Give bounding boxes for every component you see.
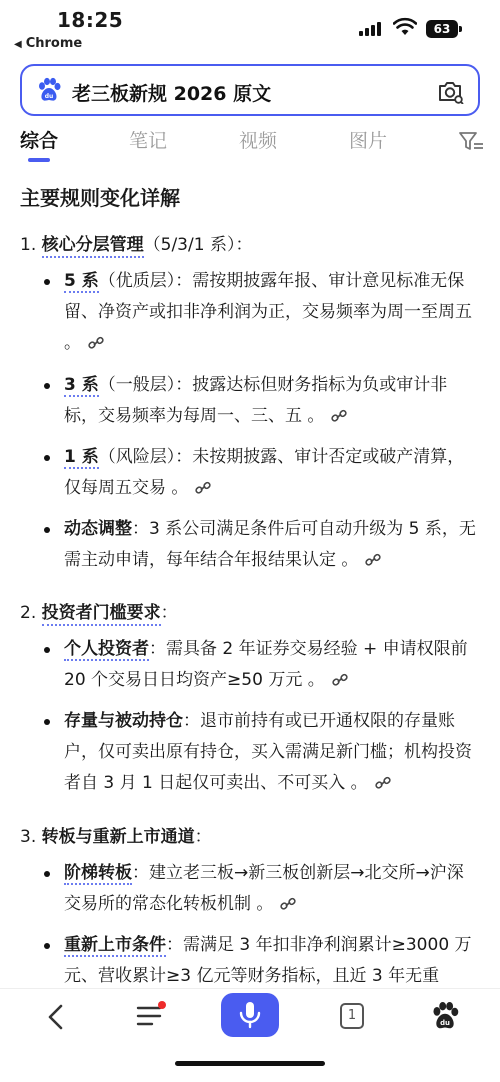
bullet-dot [44,871,50,877]
battery-indicator: 63 [426,20,458,38]
active-tab-indicator [28,158,50,162]
source-link-icon[interactable] [330,409,348,423]
search-tabs [0,126,500,166]
list-item [44,634,480,696]
section-number: 1. [20,235,37,255]
source-link-icon[interactable] [87,336,105,350]
source-link-icon[interactable] [194,481,212,495]
bullet-text: ：3 系公司满足条件后可自动升级为 5 系，无需主动申请，每年结合年报结果认定 。 [64,519,476,570]
baidu-paw-icon [36,77,62,103]
source-link-icon[interactable] [279,897,297,911]
back-to-app-link[interactable] [14,36,82,51]
bullet-dot [44,455,50,461]
bullet-lead-link[interactable]: 3 系 [64,375,99,395]
bullet-text: ：退市前持有或已开通权限的存量账户，仅可卖出原有持仓，买入需满足新门槛；机构投资者自 3 月 1 日起仅可卖出、不可买入 。 [64,711,472,793]
bullet-lead: 存量与被动持仓 [64,711,183,731]
baidu-home-icon[interactable] [430,1001,460,1031]
bullet-dot [44,383,50,389]
bullet-lead-link[interactable]: 个人投资者 [64,639,149,659]
bullet-text: （风险层）：未按期披露、审计否定或破产清算，仅每周五交易 。 [64,447,465,498]
tab-count-button[interactable]: 1 [340,1003,364,1029]
section-title-link[interactable]: 投资者门槛要求 [42,603,161,626]
bullet-lead-link[interactable]: 阶梯转板 [64,863,132,883]
section-title-link[interactable]: 核心分层管理 [42,235,144,258]
svg-text:du: du [44,93,54,100]
bullet-dot [44,719,50,725]
source-link-icon[interactable] [364,553,382,567]
list-item [44,442,480,504]
svg-text:du: du [440,1019,450,1028]
section-number: 2. [20,603,37,623]
section-title [20,598,178,623]
bullet-text: （优质层）：需按期披露年报、审计意见标准无保留、净资产或扣非净利润为正，交易频率为周一至周五 。 [64,271,472,353]
section-title-rest: ： [160,603,178,623]
answer-content [0,170,500,990]
list-item [44,266,480,359]
bullet-text: ：需具备 2 年证券交易经验 + 申请权限前 20 个交易日日均资产≥50 万元 。 [64,639,468,690]
search-query-text[interactable]: 老三板新规 2026 原文 [72,83,272,105]
bullet-lead-link[interactable]: 重新上市条件 [64,935,166,955]
cellular-signal-icon [359,22,385,36]
bullet-dot [44,647,50,653]
list-item [44,514,480,576]
camera-search-icon[interactable] [436,78,464,104]
bullet-dot [44,943,50,949]
bullet-text: （一般层）：披露达标但财务指标为负或审计非标，交易频率为每周一、三、五 。 [64,375,448,426]
bottom-toolbar [0,988,500,1082]
bullet-lead-link[interactable]: 5 系 [64,271,99,291]
status-time: 18:25 [57,8,124,32]
section-title-rest: （5/3/1 系）： [143,235,253,255]
tab-videos[interactable]: 视频 [239,130,278,152]
list-item [44,858,480,920]
bullet-lead: 动态调整 [64,519,132,539]
section-title-rest: ： [194,827,212,847]
section-title-text: 转板与重新上市通道 [41,827,195,847]
back-arrow-icon[interactable] [44,1003,68,1031]
section-title [20,822,212,847]
bullet-dot [44,527,50,533]
notification-dot [158,1001,166,1009]
bullet-dot [44,279,50,285]
source-link-icon[interactable] [331,673,349,687]
list-item [44,930,480,990]
answer-heading: 主要规则变化详解 [20,186,180,210]
tab-notes[interactable]: 笔记 [129,130,168,152]
voice-input-button[interactable] [221,993,279,1037]
home-indicator [175,1061,325,1066]
list-item [44,706,480,799]
list-item [44,370,480,432]
source-link-icon[interactable] [374,776,392,790]
tab-comprehensive[interactable]: 综合 [20,130,59,152]
section-title [20,230,252,255]
bullet-lead-link[interactable]: 1 系 [64,447,99,467]
back-triangle-icon: ◀ [14,39,22,50]
back-app-label: Chrome [25,36,83,51]
search-bar[interactable] [20,64,480,116]
status-bar [0,0,500,56]
filter-icon[interactable] [458,130,484,152]
bullet-text: ：需满足 3 年扣非净利润累计≥3000 万元、营收累计≥3 亿元等财务指标，且近 3 年无重 [64,935,472,986]
menu-button[interactable] [136,1003,164,1029]
tab-images[interactable]: 图片 [349,130,388,152]
wifi-icon [393,17,417,37]
microphone-icon [221,993,279,1037]
bullet-text: ：建立老三板→新三板创新层→北交所→沪深交易所的常态化转板机制 。 [64,863,464,914]
section-number: 3. [20,827,37,847]
